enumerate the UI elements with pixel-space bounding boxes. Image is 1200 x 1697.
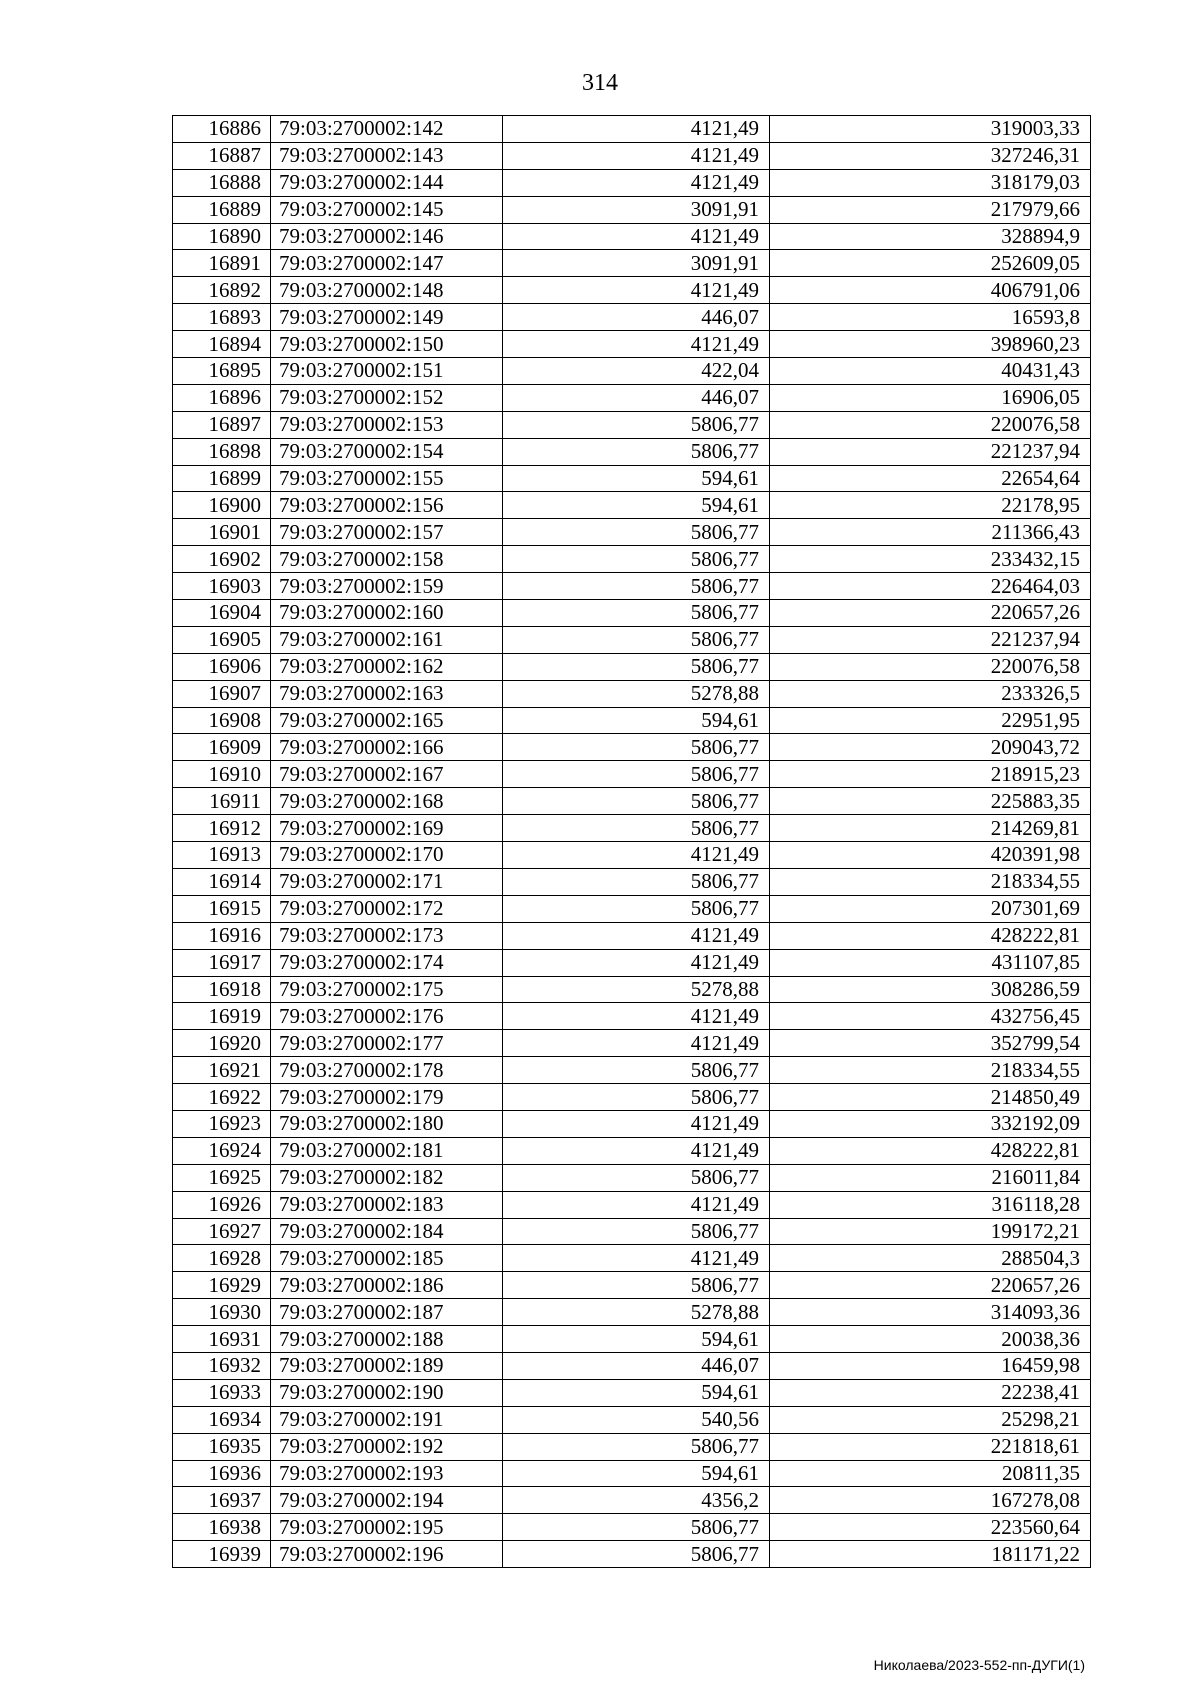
value-cell: 316118,28 bbox=[770, 1191, 1091, 1218]
table-row bbox=[173, 734, 1091, 761]
area-cell: 5806,77 bbox=[503, 546, 770, 573]
row-number-cell: 16933 bbox=[173, 1379, 271, 1406]
area-cell: 5806,77 bbox=[503, 653, 770, 680]
row-number-cell: 16913 bbox=[173, 842, 271, 869]
cadastral-number-cell: 79:03:2700002:192 bbox=[271, 1433, 503, 1460]
row-number-cell: 16927 bbox=[173, 1218, 271, 1245]
table-row bbox=[173, 1326, 1091, 1353]
table-row bbox=[173, 1406, 1091, 1433]
table-row bbox=[173, 546, 1091, 573]
value-cell: 209043,72 bbox=[770, 734, 1091, 761]
area-cell: 4121,49 bbox=[503, 1137, 770, 1164]
table-row bbox=[173, 196, 1091, 223]
table-row bbox=[173, 384, 1091, 411]
table-body bbox=[173, 116, 1091, 1568]
value-cell: 220657,26 bbox=[770, 600, 1091, 627]
value-cell: 199172,21 bbox=[770, 1218, 1091, 1245]
row-number-cell: 16909 bbox=[173, 734, 271, 761]
table-row bbox=[173, 1003, 1091, 1030]
table-row bbox=[173, 519, 1091, 546]
cadastral-number-cell: 79:03:2700002:183 bbox=[271, 1191, 503, 1218]
row-number-cell: 16922 bbox=[173, 1084, 271, 1111]
row-number-cell: 16890 bbox=[173, 223, 271, 250]
value-cell: 16459,98 bbox=[770, 1352, 1091, 1379]
row-number-cell: 16931 bbox=[173, 1326, 271, 1353]
row-number-cell: 16925 bbox=[173, 1164, 271, 1191]
cadastral-number-cell: 79:03:2700002:193 bbox=[271, 1460, 503, 1487]
area-cell: 446,07 bbox=[503, 384, 770, 411]
row-number-cell: 16917 bbox=[173, 949, 271, 976]
cadastral-number-cell: 79:03:2700002:143 bbox=[271, 142, 503, 169]
table-row bbox=[173, 492, 1091, 519]
area-cell: 5806,77 bbox=[503, 1057, 770, 1084]
area-cell: 5806,77 bbox=[503, 438, 770, 465]
table-row bbox=[173, 815, 1091, 842]
area-cell: 5806,77 bbox=[503, 788, 770, 815]
cadastral-number-cell: 79:03:2700002:194 bbox=[271, 1487, 503, 1514]
area-cell: 4121,49 bbox=[503, 1030, 770, 1057]
value-cell: 220076,58 bbox=[770, 411, 1091, 438]
table-row bbox=[173, 1030, 1091, 1057]
row-number-cell: 16896 bbox=[173, 384, 271, 411]
value-cell: 16906,05 bbox=[770, 384, 1091, 411]
row-number-cell: 16888 bbox=[173, 169, 271, 196]
area-cell: 594,61 bbox=[503, 465, 770, 492]
value-cell: 220076,58 bbox=[770, 653, 1091, 680]
cadastral-number-cell: 79:03:2700002:160 bbox=[271, 600, 503, 627]
table-row bbox=[173, 1514, 1091, 1541]
area-cell: 594,61 bbox=[503, 492, 770, 519]
cadastral-number-cell: 79:03:2700002:180 bbox=[271, 1110, 503, 1137]
area-cell: 5278,88 bbox=[503, 1299, 770, 1326]
area-cell: 4121,49 bbox=[503, 1110, 770, 1137]
value-cell: 327246,31 bbox=[770, 142, 1091, 169]
row-number-cell: 16893 bbox=[173, 304, 271, 331]
value-cell: 406791,06 bbox=[770, 277, 1091, 304]
cadastral-number-cell: 79:03:2700002:147 bbox=[271, 250, 503, 277]
cadastral-value-table bbox=[172, 115, 1091, 1568]
row-number-cell: 16907 bbox=[173, 680, 271, 707]
cadastral-number-cell: 79:03:2700002:163 bbox=[271, 680, 503, 707]
area-cell: 4121,49 bbox=[503, 142, 770, 169]
value-cell: 207301,69 bbox=[770, 895, 1091, 922]
value-cell: 328894,9 bbox=[770, 223, 1091, 250]
page-number: 314 bbox=[582, 70, 618, 96]
cadastral-number-cell: 79:03:2700002:152 bbox=[271, 384, 503, 411]
value-cell: 214850,49 bbox=[770, 1084, 1091, 1111]
value-cell: 252609,05 bbox=[770, 250, 1091, 277]
table-row bbox=[173, 1272, 1091, 1299]
cadastral-number-cell: 79:03:2700002:177 bbox=[271, 1030, 503, 1057]
cadastral-number-cell: 79:03:2700002:166 bbox=[271, 734, 503, 761]
cadastral-number-cell: 79:03:2700002:178 bbox=[271, 1057, 503, 1084]
table-row bbox=[173, 1245, 1091, 1272]
cadastral-number-cell: 79:03:2700002:196 bbox=[271, 1541, 503, 1568]
area-cell: 594,61 bbox=[503, 1379, 770, 1406]
row-number-cell: 16904 bbox=[173, 600, 271, 627]
value-cell: 420391,98 bbox=[770, 842, 1091, 869]
value-cell: 223560,64 bbox=[770, 1514, 1091, 1541]
value-cell: 25298,21 bbox=[770, 1406, 1091, 1433]
row-number-cell: 16914 bbox=[173, 868, 271, 895]
table-row bbox=[173, 842, 1091, 869]
row-number-cell: 16916 bbox=[173, 922, 271, 949]
row-number-cell: 16926 bbox=[173, 1191, 271, 1218]
area-cell: 4121,49 bbox=[503, 331, 770, 358]
table-row bbox=[173, 680, 1091, 707]
area-cell: 422,04 bbox=[503, 358, 770, 385]
row-number-cell: 16934 bbox=[173, 1406, 271, 1433]
cadastral-number-cell: 79:03:2700002:172 bbox=[271, 895, 503, 922]
area-cell: 4121,49 bbox=[503, 1003, 770, 1030]
cadastral-number-cell: 79:03:2700002:191 bbox=[271, 1406, 503, 1433]
cadastral-number-cell: 79:03:2700002:145 bbox=[271, 196, 503, 223]
table-row bbox=[173, 169, 1091, 196]
area-cell: 5806,77 bbox=[503, 815, 770, 842]
table-row bbox=[173, 223, 1091, 250]
row-number-cell: 16932 bbox=[173, 1352, 271, 1379]
value-cell: 220657,26 bbox=[770, 1272, 1091, 1299]
cadastral-number-cell: 79:03:2700002:182 bbox=[271, 1164, 503, 1191]
cadastral-number-cell: 79:03:2700002:188 bbox=[271, 1326, 503, 1353]
area-cell: 3091,91 bbox=[503, 250, 770, 277]
row-number-cell: 16891 bbox=[173, 250, 271, 277]
value-cell: 181171,22 bbox=[770, 1541, 1091, 1568]
value-cell: 221237,94 bbox=[770, 626, 1091, 653]
table-row bbox=[173, 1191, 1091, 1218]
table-row bbox=[173, 573, 1091, 600]
cadastral-number-cell: 79:03:2700002:170 bbox=[271, 842, 503, 869]
area-cell: 5806,77 bbox=[503, 1164, 770, 1191]
cadastral-number-cell: 79:03:2700002:142 bbox=[271, 116, 503, 143]
area-cell: 4121,49 bbox=[503, 1245, 770, 1272]
cadastral-number-cell: 79:03:2700002:162 bbox=[271, 653, 503, 680]
table-row bbox=[173, 358, 1091, 385]
table-row bbox=[173, 1164, 1091, 1191]
row-number-cell: 16939 bbox=[173, 1541, 271, 1568]
area-cell: 4121,49 bbox=[503, 922, 770, 949]
table-row bbox=[173, 707, 1091, 734]
cadastral-number-cell: 79:03:2700002:190 bbox=[271, 1379, 503, 1406]
area-cell: 594,61 bbox=[503, 1326, 770, 1353]
value-cell: 288504,3 bbox=[770, 1245, 1091, 1272]
row-number-cell: 16902 bbox=[173, 546, 271, 573]
table-row bbox=[173, 653, 1091, 680]
area-cell: 5806,77 bbox=[503, 761, 770, 788]
area-cell: 5806,77 bbox=[503, 519, 770, 546]
area-cell: 4121,49 bbox=[503, 277, 770, 304]
cadastral-number-cell: 79:03:2700002:168 bbox=[271, 788, 503, 815]
area-cell: 5806,77 bbox=[503, 600, 770, 627]
row-number-cell: 16929 bbox=[173, 1272, 271, 1299]
cadastral-number-cell: 79:03:2700002:159 bbox=[271, 573, 503, 600]
cadastral-number-cell: 79:03:2700002:154 bbox=[271, 438, 503, 465]
area-cell: 5806,77 bbox=[503, 1541, 770, 1568]
cadastral-number-cell: 79:03:2700002:187 bbox=[271, 1299, 503, 1326]
document-footer: Николаева/2023-552-пп-ДУГИ(1) bbox=[873, 1657, 1085, 1673]
value-cell: 22951,95 bbox=[770, 707, 1091, 734]
cadastral-number-cell: 79:03:2700002:195 bbox=[271, 1514, 503, 1541]
row-number-cell: 16892 bbox=[173, 277, 271, 304]
table-row bbox=[173, 116, 1091, 143]
area-cell: 4121,49 bbox=[503, 223, 770, 250]
row-number-cell: 16915 bbox=[173, 895, 271, 922]
value-cell: 352799,54 bbox=[770, 1030, 1091, 1057]
table-row bbox=[173, 1460, 1091, 1487]
table-row bbox=[173, 1299, 1091, 1326]
table-row bbox=[173, 761, 1091, 788]
table-row bbox=[173, 976, 1091, 1003]
value-cell: 332192,09 bbox=[770, 1110, 1091, 1137]
cadastral-number-cell: 79:03:2700002:149 bbox=[271, 304, 503, 331]
row-number-cell: 16897 bbox=[173, 411, 271, 438]
table-row bbox=[173, 250, 1091, 277]
cadastral-number-cell: 79:03:2700002:148 bbox=[271, 277, 503, 304]
cadastral-number-cell: 79:03:2700002:158 bbox=[271, 546, 503, 573]
area-cell: 5806,77 bbox=[503, 626, 770, 653]
table-row bbox=[173, 895, 1091, 922]
cadastral-number-cell: 79:03:2700002:165 bbox=[271, 707, 503, 734]
area-cell: 594,61 bbox=[503, 707, 770, 734]
area-cell: 446,07 bbox=[503, 1352, 770, 1379]
table-row bbox=[173, 1137, 1091, 1164]
area-cell: 5806,77 bbox=[503, 1514, 770, 1541]
cadastral-number-cell: 79:03:2700002:184 bbox=[271, 1218, 503, 1245]
row-number-cell: 16894 bbox=[173, 331, 271, 358]
area-cell: 5806,77 bbox=[503, 1272, 770, 1299]
cadastral-number-cell: 79:03:2700002:151 bbox=[271, 358, 503, 385]
cadastral-number-cell: 79:03:2700002:171 bbox=[271, 868, 503, 895]
value-cell: 40431,43 bbox=[770, 358, 1091, 385]
cadastral-number-cell: 79:03:2700002:181 bbox=[271, 1137, 503, 1164]
area-cell: 5806,77 bbox=[503, 868, 770, 895]
row-number-cell: 16887 bbox=[173, 142, 271, 169]
row-number-cell: 16928 bbox=[173, 1245, 271, 1272]
row-number-cell: 16921 bbox=[173, 1057, 271, 1084]
cadastral-number-cell: 79:03:2700002:185 bbox=[271, 1245, 503, 1272]
table-row bbox=[173, 1433, 1091, 1460]
table-row bbox=[173, 626, 1091, 653]
area-cell: 4121,49 bbox=[503, 842, 770, 869]
row-number-cell: 16899 bbox=[173, 465, 271, 492]
area-cell: 5806,77 bbox=[503, 1433, 770, 1460]
table-row bbox=[173, 411, 1091, 438]
area-cell: 594,61 bbox=[503, 1460, 770, 1487]
table-row bbox=[173, 1487, 1091, 1514]
row-number-cell: 16935 bbox=[173, 1433, 271, 1460]
value-cell: 428222,81 bbox=[770, 1137, 1091, 1164]
area-cell: 540,56 bbox=[503, 1406, 770, 1433]
value-cell: 217979,66 bbox=[770, 196, 1091, 223]
area-cell: 5806,77 bbox=[503, 573, 770, 600]
area-cell: 5278,88 bbox=[503, 680, 770, 707]
table-row bbox=[173, 1110, 1091, 1137]
row-number-cell: 16900 bbox=[173, 492, 271, 519]
row-number-cell: 16924 bbox=[173, 1137, 271, 1164]
value-cell: 214269,81 bbox=[770, 815, 1091, 842]
row-number-cell: 16910 bbox=[173, 761, 271, 788]
value-cell: 22238,41 bbox=[770, 1379, 1091, 1406]
row-number-cell: 16937 bbox=[173, 1487, 271, 1514]
cadastral-number-cell: 79:03:2700002:169 bbox=[271, 815, 503, 842]
value-cell: 218334,55 bbox=[770, 1057, 1091, 1084]
value-cell: 218334,55 bbox=[770, 868, 1091, 895]
cadastral-number-cell: 79:03:2700002:156 bbox=[271, 492, 503, 519]
row-number-cell: 16911 bbox=[173, 788, 271, 815]
row-number-cell: 16886 bbox=[173, 116, 271, 143]
row-number-cell: 16919 bbox=[173, 1003, 271, 1030]
table-row bbox=[173, 788, 1091, 815]
value-cell: 221237,94 bbox=[770, 438, 1091, 465]
table-row bbox=[173, 304, 1091, 331]
value-cell: 20811,35 bbox=[770, 1460, 1091, 1487]
table-row bbox=[173, 949, 1091, 976]
row-number-cell: 16898 bbox=[173, 438, 271, 465]
value-cell: 226464,03 bbox=[770, 573, 1091, 600]
area-cell: 5806,77 bbox=[503, 1218, 770, 1245]
value-cell: 211366,43 bbox=[770, 519, 1091, 546]
table-row bbox=[173, 1057, 1091, 1084]
row-number-cell: 16930 bbox=[173, 1299, 271, 1326]
area-cell: 5278,88 bbox=[503, 976, 770, 1003]
row-number-cell: 16923 bbox=[173, 1110, 271, 1137]
area-cell: 5806,77 bbox=[503, 1084, 770, 1111]
value-cell: 167278,08 bbox=[770, 1487, 1091, 1514]
area-cell: 3091,91 bbox=[503, 196, 770, 223]
row-number-cell: 16936 bbox=[173, 1460, 271, 1487]
value-cell: 16593,8 bbox=[770, 304, 1091, 331]
area-cell: 4121,49 bbox=[503, 169, 770, 196]
value-cell: 308286,59 bbox=[770, 976, 1091, 1003]
value-cell: 398960,23 bbox=[770, 331, 1091, 358]
table-row bbox=[173, 1084, 1091, 1111]
table-row bbox=[173, 922, 1091, 949]
cadastral-number-cell: 79:03:2700002:150 bbox=[271, 331, 503, 358]
row-number-cell: 16918 bbox=[173, 976, 271, 1003]
table-row bbox=[173, 331, 1091, 358]
cadastral-number-cell: 79:03:2700002:157 bbox=[271, 519, 503, 546]
cadastral-number-cell: 79:03:2700002:175 bbox=[271, 976, 503, 1003]
value-cell: 432756,45 bbox=[770, 1003, 1091, 1030]
table-row bbox=[173, 1218, 1091, 1245]
row-number-cell: 16906 bbox=[173, 653, 271, 680]
cadastral-number-cell: 79:03:2700002:167 bbox=[271, 761, 503, 788]
table-row bbox=[173, 438, 1091, 465]
table-row bbox=[173, 1352, 1091, 1379]
row-number-cell: 16889 bbox=[173, 196, 271, 223]
row-number-cell: 16912 bbox=[173, 815, 271, 842]
table-row bbox=[173, 465, 1091, 492]
area-cell: 5806,77 bbox=[503, 734, 770, 761]
cadastral-number-cell: 79:03:2700002:173 bbox=[271, 922, 503, 949]
value-cell: 221818,61 bbox=[770, 1433, 1091, 1460]
value-cell: 314093,36 bbox=[770, 1299, 1091, 1326]
area-cell: 4121,49 bbox=[503, 116, 770, 143]
row-number-cell: 16901 bbox=[173, 519, 271, 546]
value-cell: 319003,33 bbox=[770, 116, 1091, 143]
cadastral-number-cell: 79:03:2700002:176 bbox=[271, 1003, 503, 1030]
cadastral-number-cell: 79:03:2700002:161 bbox=[271, 626, 503, 653]
cadastral-number-cell: 79:03:2700002:174 bbox=[271, 949, 503, 976]
value-cell: 20038,36 bbox=[770, 1326, 1091, 1353]
area-cell: 4121,49 bbox=[503, 949, 770, 976]
cadastral-number-cell: 79:03:2700002:179 bbox=[271, 1084, 503, 1111]
cadastral-number-cell: 79:03:2700002:144 bbox=[271, 169, 503, 196]
area-cell: 5806,77 bbox=[503, 895, 770, 922]
value-cell: 233326,5 bbox=[770, 680, 1091, 707]
value-cell: 428222,81 bbox=[770, 922, 1091, 949]
cadastral-number-cell: 79:03:2700002:146 bbox=[271, 223, 503, 250]
table-row bbox=[173, 1541, 1091, 1568]
table-row bbox=[173, 600, 1091, 627]
value-cell: 216011,84 bbox=[770, 1164, 1091, 1191]
table-row bbox=[173, 1379, 1091, 1406]
value-cell: 22178,95 bbox=[770, 492, 1091, 519]
cadastral-number-cell: 79:03:2700002:186 bbox=[271, 1272, 503, 1299]
row-number-cell: 16908 bbox=[173, 707, 271, 734]
area-cell: 446,07 bbox=[503, 304, 770, 331]
cadastral-number-cell: 79:03:2700002:189 bbox=[271, 1352, 503, 1379]
table-row bbox=[173, 277, 1091, 304]
row-number-cell: 16903 bbox=[173, 573, 271, 600]
area-cell: 5806,77 bbox=[503, 411, 770, 438]
area-cell: 4356,2 bbox=[503, 1487, 770, 1514]
table-row bbox=[173, 142, 1091, 169]
row-number-cell: 16938 bbox=[173, 1514, 271, 1541]
value-cell: 431107,85 bbox=[770, 949, 1091, 976]
cadastral-number-cell: 79:03:2700002:155 bbox=[271, 465, 503, 492]
area-cell: 4121,49 bbox=[503, 1191, 770, 1218]
value-cell: 218915,23 bbox=[770, 761, 1091, 788]
cadastral-number-cell: 79:03:2700002:153 bbox=[271, 411, 503, 438]
value-cell: 225883,35 bbox=[770, 788, 1091, 815]
row-number-cell: 16920 bbox=[173, 1030, 271, 1057]
table-row bbox=[173, 868, 1091, 895]
value-cell: 22654,64 bbox=[770, 465, 1091, 492]
value-cell: 318179,03 bbox=[770, 169, 1091, 196]
row-number-cell: 16895 bbox=[173, 358, 271, 385]
value-cell: 233432,15 bbox=[770, 546, 1091, 573]
row-number-cell: 16905 bbox=[173, 626, 271, 653]
